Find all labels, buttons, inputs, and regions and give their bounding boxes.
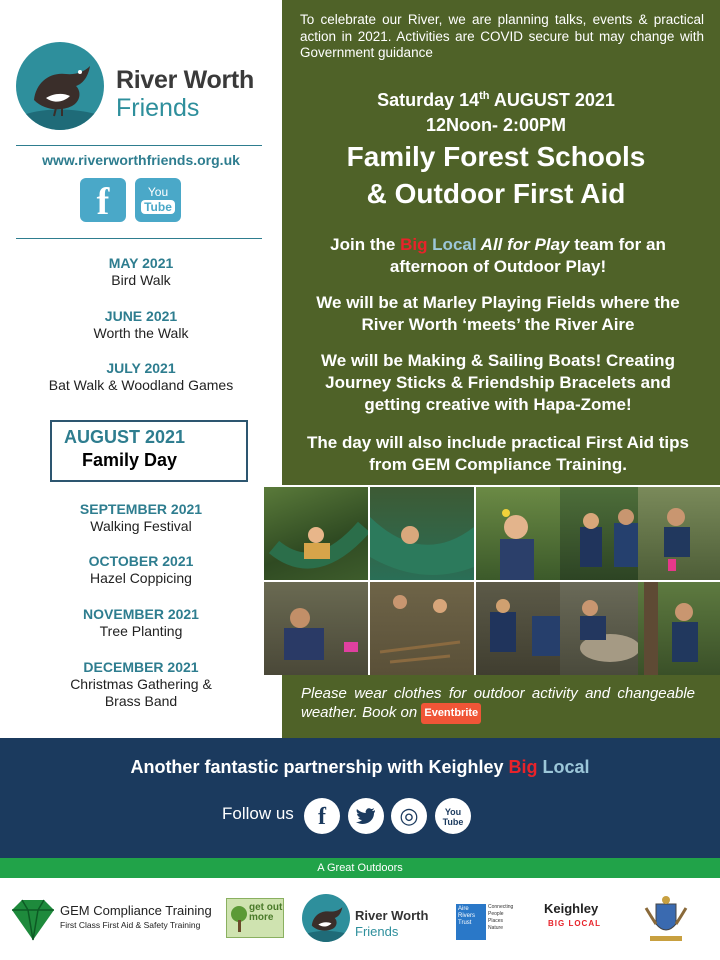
coat-of-arms-icon — [642, 894, 690, 944]
calendar-item-november — [0, 605, 282, 640]
keighley-big-local-title: Keighley — [544, 901, 599, 916]
arn-word-5: People — [488, 911, 504, 917]
paragraph-join — [296, 234, 700, 278]
event-headline-1: Family Forest Schools — [346, 141, 646, 172]
note-body: Please wear clothes for outdoor activity and changeable weather. Book on — [301, 685, 695, 721]
facebook-icon[interactable]: f — [80, 178, 126, 222]
facebook-icon[interactable]: f — [304, 798, 340, 834]
get-out-more-logo — [226, 898, 284, 938]
gem-compliance-tagline: First Class First Aid & Safety Training — [60, 920, 201, 930]
river-worth-friends-small-line1: River Worth — [355, 908, 429, 923]
calendar-event: Hazel Coppicing — [90, 570, 192, 586]
photo-hammock-child — [264, 487, 368, 580]
calendar-month: SEPTEMBER 2021 — [79, 501, 203, 517]
youtube-icon[interactable] — [135, 178, 181, 222]
divider — [16, 145, 262, 146]
photo-child-tree — [638, 582, 720, 675]
calendar-event: Walking Festival — [90, 518, 192, 534]
paragraph-activities: We will be Making & Sailing Boats! Creating Journey Sticks & Friendship Bracelets and getting creative with Hapa-Zome! — [321, 351, 675, 414]
calendar-event: Bat Walk & Woodland Games — [48, 377, 234, 393]
all-for-play: All for Play — [476, 235, 570, 254]
calendar-event-line2: Brass Band — [104, 693, 178, 709]
photo-crafting-child — [264, 582, 368, 675]
date-suffix-ordinal: th — [479, 90, 490, 102]
eventbrite-button[interactable]: Eventbrite — [421, 703, 481, 724]
calendar-item-july — [0, 359, 282, 394]
photo-hammock-sleep — [370, 487, 474, 580]
event-date — [282, 90, 710, 111]
calendar-item-september — [0, 500, 282, 535]
gem-diamond-icon — [10, 898, 56, 942]
twitter-bird-glyph — [356, 807, 376, 825]
gem-compliance-name: GEM Compliance Training — [60, 903, 212, 918]
calendar-month: OCTOBER 2021 — [88, 553, 194, 569]
aire-rivers-trust-block — [456, 904, 486, 940]
instagram-icon[interactable]: ◎ — [391, 798, 427, 834]
arn-word-4: Connecting — [488, 904, 514, 910]
intro-text: To celebrate our River, we are planning talks, events & practical action in 2021. Activities are COVID secure but may change with Government guidance — [300, 12, 704, 60]
river-worth-friends-logo — [14, 40, 264, 132]
highlight-august-box — [50, 420, 248, 482]
follow-us-label: Follow us — [222, 804, 294, 823]
aire-rivers-trust-logo — [456, 904, 516, 940]
river-worth-friends-small-line2: Friends — [355, 924, 399, 939]
youtube-icon[interactable]: You Tube — [435, 798, 471, 834]
logo-name-line2: Friends — [116, 94, 200, 122]
arn-word-2: Rivers — [458, 913, 476, 919]
photo-grid — [264, 485, 720, 675]
arn-tagline — [488, 904, 516, 940]
calendar-month: NOVEMBER 2021 — [83, 606, 199, 622]
paragraph-location: We will be at Marley Playing Fields where the River Worth ‘meets’ the River Aire — [316, 293, 680, 334]
sidebar — [0, 0, 282, 738]
youtube-label-you: You — [147, 185, 169, 199]
local-word: Local — [427, 235, 477, 254]
event-time: 12Noon- 2:00PM — [425, 115, 567, 135]
arn-word-6: Places — [488, 918, 504, 924]
calendar-item-june — [0, 307, 282, 342]
kbl-sub-text: BIG LOCAL — [548, 919, 601, 928]
dipper-bird-icon — [302, 894, 350, 942]
calendar-month: JUNE 2021 — [104, 308, 178, 324]
event-panel — [282, 0, 720, 485]
dipper-bird-icon — [16, 42, 104, 130]
big-word: Big — [400, 235, 428, 254]
tree-icon — [231, 905, 247, 933]
logo-name-line1: River Worth — [116, 66, 254, 94]
photo-group-sticks — [370, 582, 474, 675]
event-headline-2: & Outdoor First Aid — [366, 178, 626, 209]
partner-local: Local — [537, 757, 590, 777]
date-prefix: Saturday 14 — [377, 90, 480, 110]
arn-word-7: Nature — [488, 925, 504, 931]
keighley-big-local-sub — [548, 919, 601, 928]
calendar-event: Bird Walk — [111, 272, 171, 288]
p1-text-b: team for an afternoon of Outdoor Play! — [389, 235, 666, 276]
youtube-label-tube: Tube — [141, 200, 175, 214]
highlight-month: AUGUST 2021 — [64, 427, 186, 447]
twitter-icon[interactable] — [348, 798, 384, 834]
partnership-text — [0, 757, 720, 778]
calendar-event: Worth the Walk — [93, 325, 189, 341]
calendar-item-october — [0, 552, 282, 587]
arn-word-3: Trust — [458, 920, 472, 926]
calendar-month: MAY 2021 — [108, 255, 174, 271]
divider — [16, 238, 262, 239]
calendar-event: Christmas Gathering & — [70, 676, 212, 692]
calendar-item-december — [0, 658, 282, 710]
calendar-month: DECEMBER 2021 — [83, 659, 199, 675]
paragraph-first-aid: The day will also include practical First Aid tips from GEM Compliance Training. — [307, 433, 689, 474]
clothing-note — [282, 675, 720, 738]
date-month-year: AUGUST 2021 — [489, 90, 615, 110]
calendar-event: Tree Planting — [99, 623, 183, 639]
calendar-month: JULY 2021 — [106, 360, 176, 376]
note-text — [301, 684, 695, 724]
get-out-more-text: get out more — [249, 902, 283, 923]
p1-text-a: Join the — [330, 235, 401, 254]
partnership-footer — [0, 738, 720, 858]
photo-child-rope — [638, 487, 720, 580]
website-link[interactable]: www.riverworthfriends.org.uk — [42, 152, 240, 168]
a-great-outdoors-bar: A Great Outdoors — [0, 858, 720, 878]
sponsor-logos — [0, 878, 720, 960]
calendar-item-may — [0, 254, 282, 289]
partner-text: Another fantastic partnership with Keighley — [130, 757, 509, 777]
highlight-event: Family Day — [82, 450, 178, 470]
arn-word-1: Aire — [458, 906, 469, 912]
partner-big: Big — [508, 757, 538, 777]
